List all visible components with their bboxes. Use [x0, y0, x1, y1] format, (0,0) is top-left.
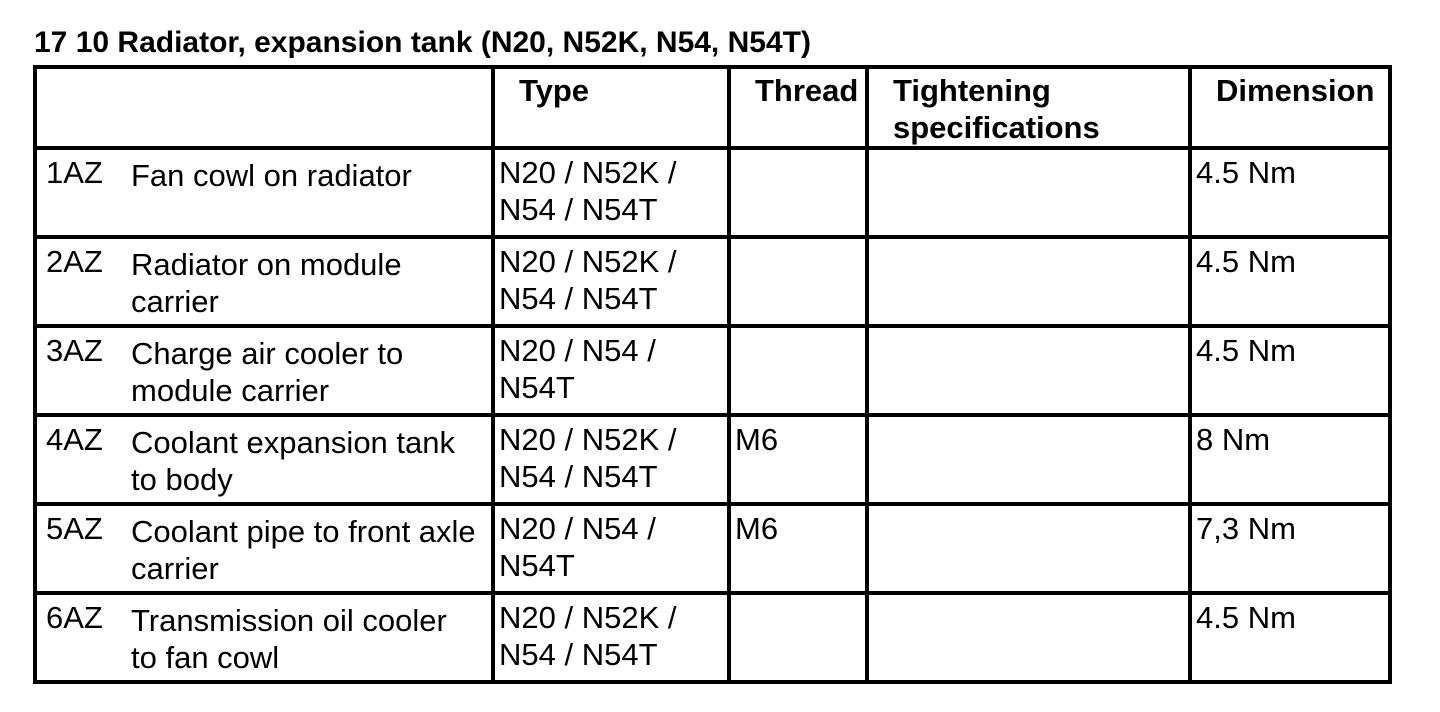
thread-cell — [729, 593, 867, 682]
table-row — [35, 326, 1390, 415]
column-header-dimension: Dimension — [1190, 67, 1390, 148]
item-cell — [35, 593, 493, 682]
dimension-value: 4.5 Nm — [1196, 244, 1296, 279]
dimension-value: 8 Nm — [1196, 422, 1271, 457]
thread-cell — [729, 415, 867, 504]
item-description: Coolant pipe to front axle carrier — [131, 514, 476, 586]
type-cell — [493, 326, 729, 415]
table-header-row — [35, 67, 1390, 148]
dimension-cell — [1190, 326, 1390, 415]
dimension-cell — [1190, 504, 1390, 593]
item-cell — [35, 415, 493, 504]
type-cell — [493, 415, 729, 504]
type-cell — [493, 593, 729, 682]
type-value: N20 / N54 / N54T — [499, 511, 656, 583]
table-row — [35, 237, 1390, 326]
dimension-cell — [1190, 415, 1390, 504]
dimension-value: 4.5 Nm — [1196, 600, 1296, 635]
type-cell — [493, 504, 729, 593]
type-value: N20 / N52K / N54 / N54T — [499, 155, 677, 227]
thread-cell — [729, 148, 867, 237]
dimension-value: 4.5 Nm — [1196, 333, 1296, 368]
table-row — [35, 593, 1390, 682]
item-code: 4AZ — [46, 422, 103, 457]
thread-cell — [729, 504, 867, 593]
table-row — [35, 415, 1390, 504]
type-cell — [493, 237, 729, 326]
column-header-type: Type — [493, 67, 729, 148]
table-row — [35, 148, 1390, 237]
thread-value: M6 — [735, 422, 779, 457]
item-cell — [35, 148, 493, 237]
item-code: 6AZ — [46, 600, 103, 635]
item-code: 5AZ — [46, 511, 103, 546]
item-cell — [35, 326, 493, 415]
thread-cell — [729, 326, 867, 415]
item-description: Radiator on module carrier — [131, 247, 402, 319]
tightening-cell — [867, 504, 1190, 593]
tightening-torque-table — [33, 65, 1392, 684]
item-description: Coolant expansion tank to body — [131, 425, 456, 497]
item-cell — [35, 504, 493, 593]
item-code: 3AZ — [46, 333, 103, 368]
tightening-cell — [867, 237, 1190, 326]
type-value: N20 / N52K / N54 / N54T — [499, 244, 677, 316]
item-description: Transmission oil cooler to fan cowl — [131, 603, 447, 675]
tightening-cell — [867, 148, 1190, 237]
item-description: Charge air cooler to module carrier — [131, 336, 404, 408]
item-description: Fan cowl on radiator — [131, 158, 412, 193]
item-code: 2AZ — [46, 244, 103, 279]
item-cell — [35, 237, 493, 326]
tightening-cell — [867, 326, 1190, 415]
dimension-value: 4.5 Nm — [1196, 155, 1296, 190]
column-header-tightening: Tightening specifications — [867, 67, 1190, 148]
column-header-item — [35, 67, 493, 148]
column-header-thread: Thread — [729, 67, 867, 148]
type-value: N20 / N54 / N54T — [499, 333, 656, 405]
tightening-cell — [867, 593, 1190, 682]
dimension-cell — [1190, 593, 1390, 682]
tightening-cell — [867, 415, 1190, 504]
type-cell — [493, 148, 729, 237]
dimension-cell — [1190, 237, 1390, 326]
thread-cell — [729, 237, 867, 326]
type-value: N20 / N52K / N54 / N54T — [499, 422, 677, 494]
item-code: 1AZ — [46, 155, 103, 190]
dimension-cell — [1190, 148, 1390, 237]
type-value: N20 / N52K / N54 / N54T — [499, 600, 677, 672]
table-row — [35, 504, 1390, 593]
document-title: 17 10 Radiator, expansion tank (N20, N52K, N54, N54T) — [34, 26, 811, 59]
thread-value: M6 — [735, 511, 779, 546]
dimension-value: 7,3 Nm — [1196, 511, 1296, 546]
